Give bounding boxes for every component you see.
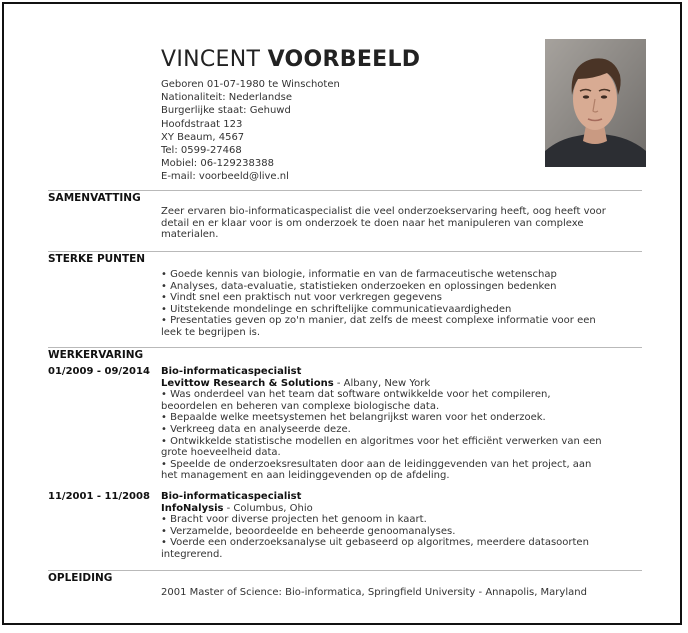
list-item: • Was onderdeel van het team dat software ontwikkelde voor het compileren, [161, 389, 551, 401]
postal-city: XY Beaum, 4567 [161, 131, 245, 143]
list-item: • Bracht voor diverse projecten het genoom in kaart. [161, 514, 427, 526]
list-item: • Ontwikkelde statistische modellen en algoritmes voor het efficiënt verwerken van een [161, 435, 602, 447]
education-section [48, 570, 642, 598]
last-name: VOORBEELD [267, 47, 421, 72]
list-item: integrerend. [161, 548, 223, 560]
strengths-section [48, 251, 642, 338]
phone: Tel: 0599-27468 [161, 145, 242, 157]
email: E-mail: voorbeeld@live.nl [161, 171, 289, 183]
list-item: het management en aan leidinggevenden op de afdeling. [161, 470, 450, 482]
job-duties [161, 389, 639, 482]
strengths-list [161, 269, 639, 339]
job-employer [161, 378, 639, 390]
experience-section [48, 347, 642, 560]
first-name: VINCENT [161, 47, 261, 72]
list-item: • Verzamelde, beoordeelde en beheerde genoomanalyses. [161, 525, 456, 537]
person-portrait-icon [545, 39, 646, 167]
job-employer [161, 503, 639, 515]
section-title-summary: SAMENVATTING [48, 192, 141, 204]
summary-line: Zeer ervaren bio-informaticaspecialist die veel onderzoekservaring heeft, oog heeft voor [161, 206, 606, 217]
candidate-name [161, 47, 420, 72]
company-name: InfoNalysis [161, 502, 224, 514]
company-location: - Columbus, Ohio [223, 502, 313, 514]
marital-status: Burgerlijke staat: Gehuwd [161, 105, 291, 117]
job-entry [161, 491, 639, 561]
summary-text [161, 206, 639, 241]
resume-page [2, 2, 682, 625]
summary-line: detail en er klaar voor is om onderzoek te doen naar het manipuleren van complexe [161, 217, 584, 229]
job-duties [161, 514, 639, 560]
list-item: leek te begrijpen is. [161, 326, 261, 338]
job-dates: 11/2001 - 11/2008 [48, 491, 150, 502]
list-item: • Analyses, data-evaluatie, statistieken onderzoeken en oplossingen bedenken [161, 280, 557, 292]
company-location: - Albany, New York [333, 377, 431, 389]
list-item: • Bepaalde welke meetsystemen het belangrijkst waren voor het onderzoek. [161, 412, 546, 424]
contact-details [161, 78, 340, 184]
company-name: Levittow Research & Solutions [161, 377, 334, 389]
education-line: 2001 Master of Science: Bio-informatica, Springfield University - Annapolis, Maryland [161, 587, 587, 598]
summary-section [48, 190, 642, 241]
list-item: • Uitstekende mondelinge en schriftelijke communicatievaardigheden [161, 303, 512, 315]
nationality: Nationaliteit: Nederlandse [161, 92, 292, 104]
section-title-education: OPLEIDING [48, 572, 113, 584]
list-item: • Goede kennis van biologie, informatie en van de farmaceutische wetenschap [161, 269, 557, 280]
list-item: • Vindt snel een praktisch nut voor verkregen gegevens [161, 292, 442, 304]
job-title: Bio-informaticaspecialist [161, 491, 302, 502]
section-title-experience: WERKERVARING [48, 349, 144, 361]
list-item: beoordelen en beheren van complexe biologische data. [161, 400, 440, 412]
list-item: • Presentaties geven op zo'n manier, dat zelfs de meest complexe informatie voor een [161, 315, 596, 327]
list-item: • Voerde een onderzoeksanalyse uit gebaseerd op algoritmes, meerdere datasoorten [161, 537, 589, 549]
summary-line: materialen. [161, 229, 219, 241]
job-title: Bio-informaticaspecialist [161, 366, 302, 377]
section-title-strengths: STERKE PUNTEN [48, 253, 146, 265]
list-item: • Speelde de onderzoeksresultaten door aan de leidinggevenden van het project, aan [161, 458, 592, 470]
job-entry [161, 366, 639, 482]
list-item: • Verkreeg data en analyseerde deze. [161, 423, 351, 435]
profile-photo [545, 39, 646, 167]
mobile: Mobiel: 06-129238388 [161, 158, 274, 170]
street-address: Hoofdstraat 123 [161, 118, 243, 130]
job-dates: 01/2009 - 09/2014 [48, 366, 150, 377]
list-item: grote hoeveelheid data. [161, 447, 281, 459]
birth-info: Geboren 01-07-1980 te Winschoten [161, 79, 340, 90]
